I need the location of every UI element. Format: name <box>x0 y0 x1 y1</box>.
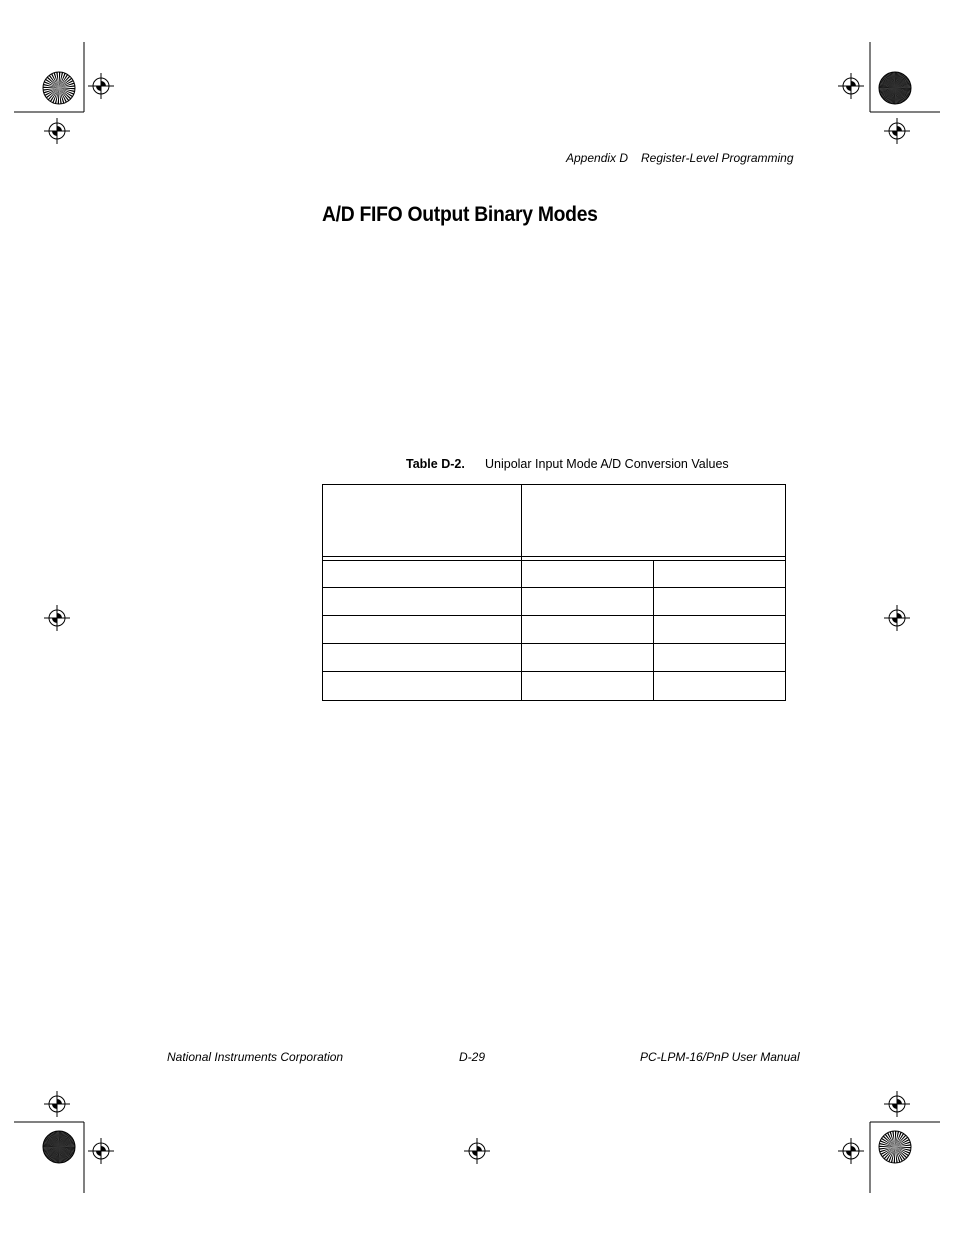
table-caption-number: Table D-2. <box>406 457 465 471</box>
table-cell <box>654 561 786 587</box>
conversion-values-table <box>322 484 786 701</box>
registration-crosshair-icon <box>44 605 70 631</box>
registration-crosshair-icon <box>838 73 864 99</box>
table-cell <box>322 561 521 587</box>
table-cell <box>522 588 653 615</box>
registration-crosshair-icon <box>88 1138 114 1164</box>
table-cell <box>522 672 653 700</box>
registration-crosshair-icon <box>838 1138 864 1164</box>
registration-crosshair-icon <box>88 73 114 99</box>
table-cell <box>654 672 786 700</box>
registration-crosshair-icon <box>884 605 910 631</box>
running-header-appendix: Appendix D <box>566 151 629 165</box>
running-header-section: Register-Level Programming <box>641 151 794 165</box>
table-header-cell <box>522 484 786 556</box>
registration-crosshair-icon <box>44 1091 70 1117</box>
table-cell <box>322 588 521 615</box>
registration-starburst-icon <box>43 72 75 104</box>
registration-crosshair-icon <box>464 1138 490 1164</box>
registration-starburst-icon <box>879 1131 911 1163</box>
table-cell <box>522 644 653 671</box>
section-title: A/D FIFO Output Binary Modes <box>322 203 598 226</box>
registration-crosshair-icon <box>884 1091 910 1117</box>
table-caption-title: Unipolar Input Mode A/D Conversion Values <box>485 457 729 471</box>
registration-crosshair-icon <box>44 118 70 144</box>
table-cell <box>322 616 521 643</box>
table-header-cell <box>322 484 521 556</box>
table-cell <box>322 672 521 700</box>
table-cell <box>654 588 786 615</box>
table-cell <box>522 561 653 587</box>
registration-starburst-icon <box>43 1131 75 1163</box>
footer-company: National Instruments Corporation <box>167 1050 344 1064</box>
footer-page-number: D-29 <box>459 1050 486 1064</box>
registration-crosshair-icon <box>884 118 910 144</box>
table-cell <box>322 644 521 671</box>
registration-starburst-icon <box>879 72 911 104</box>
table-cell <box>654 616 786 643</box>
table-cell <box>654 644 786 671</box>
footer-manual-title: PC-LPM-16/PnP User Manual <box>640 1050 800 1064</box>
table-cell <box>522 616 653 643</box>
